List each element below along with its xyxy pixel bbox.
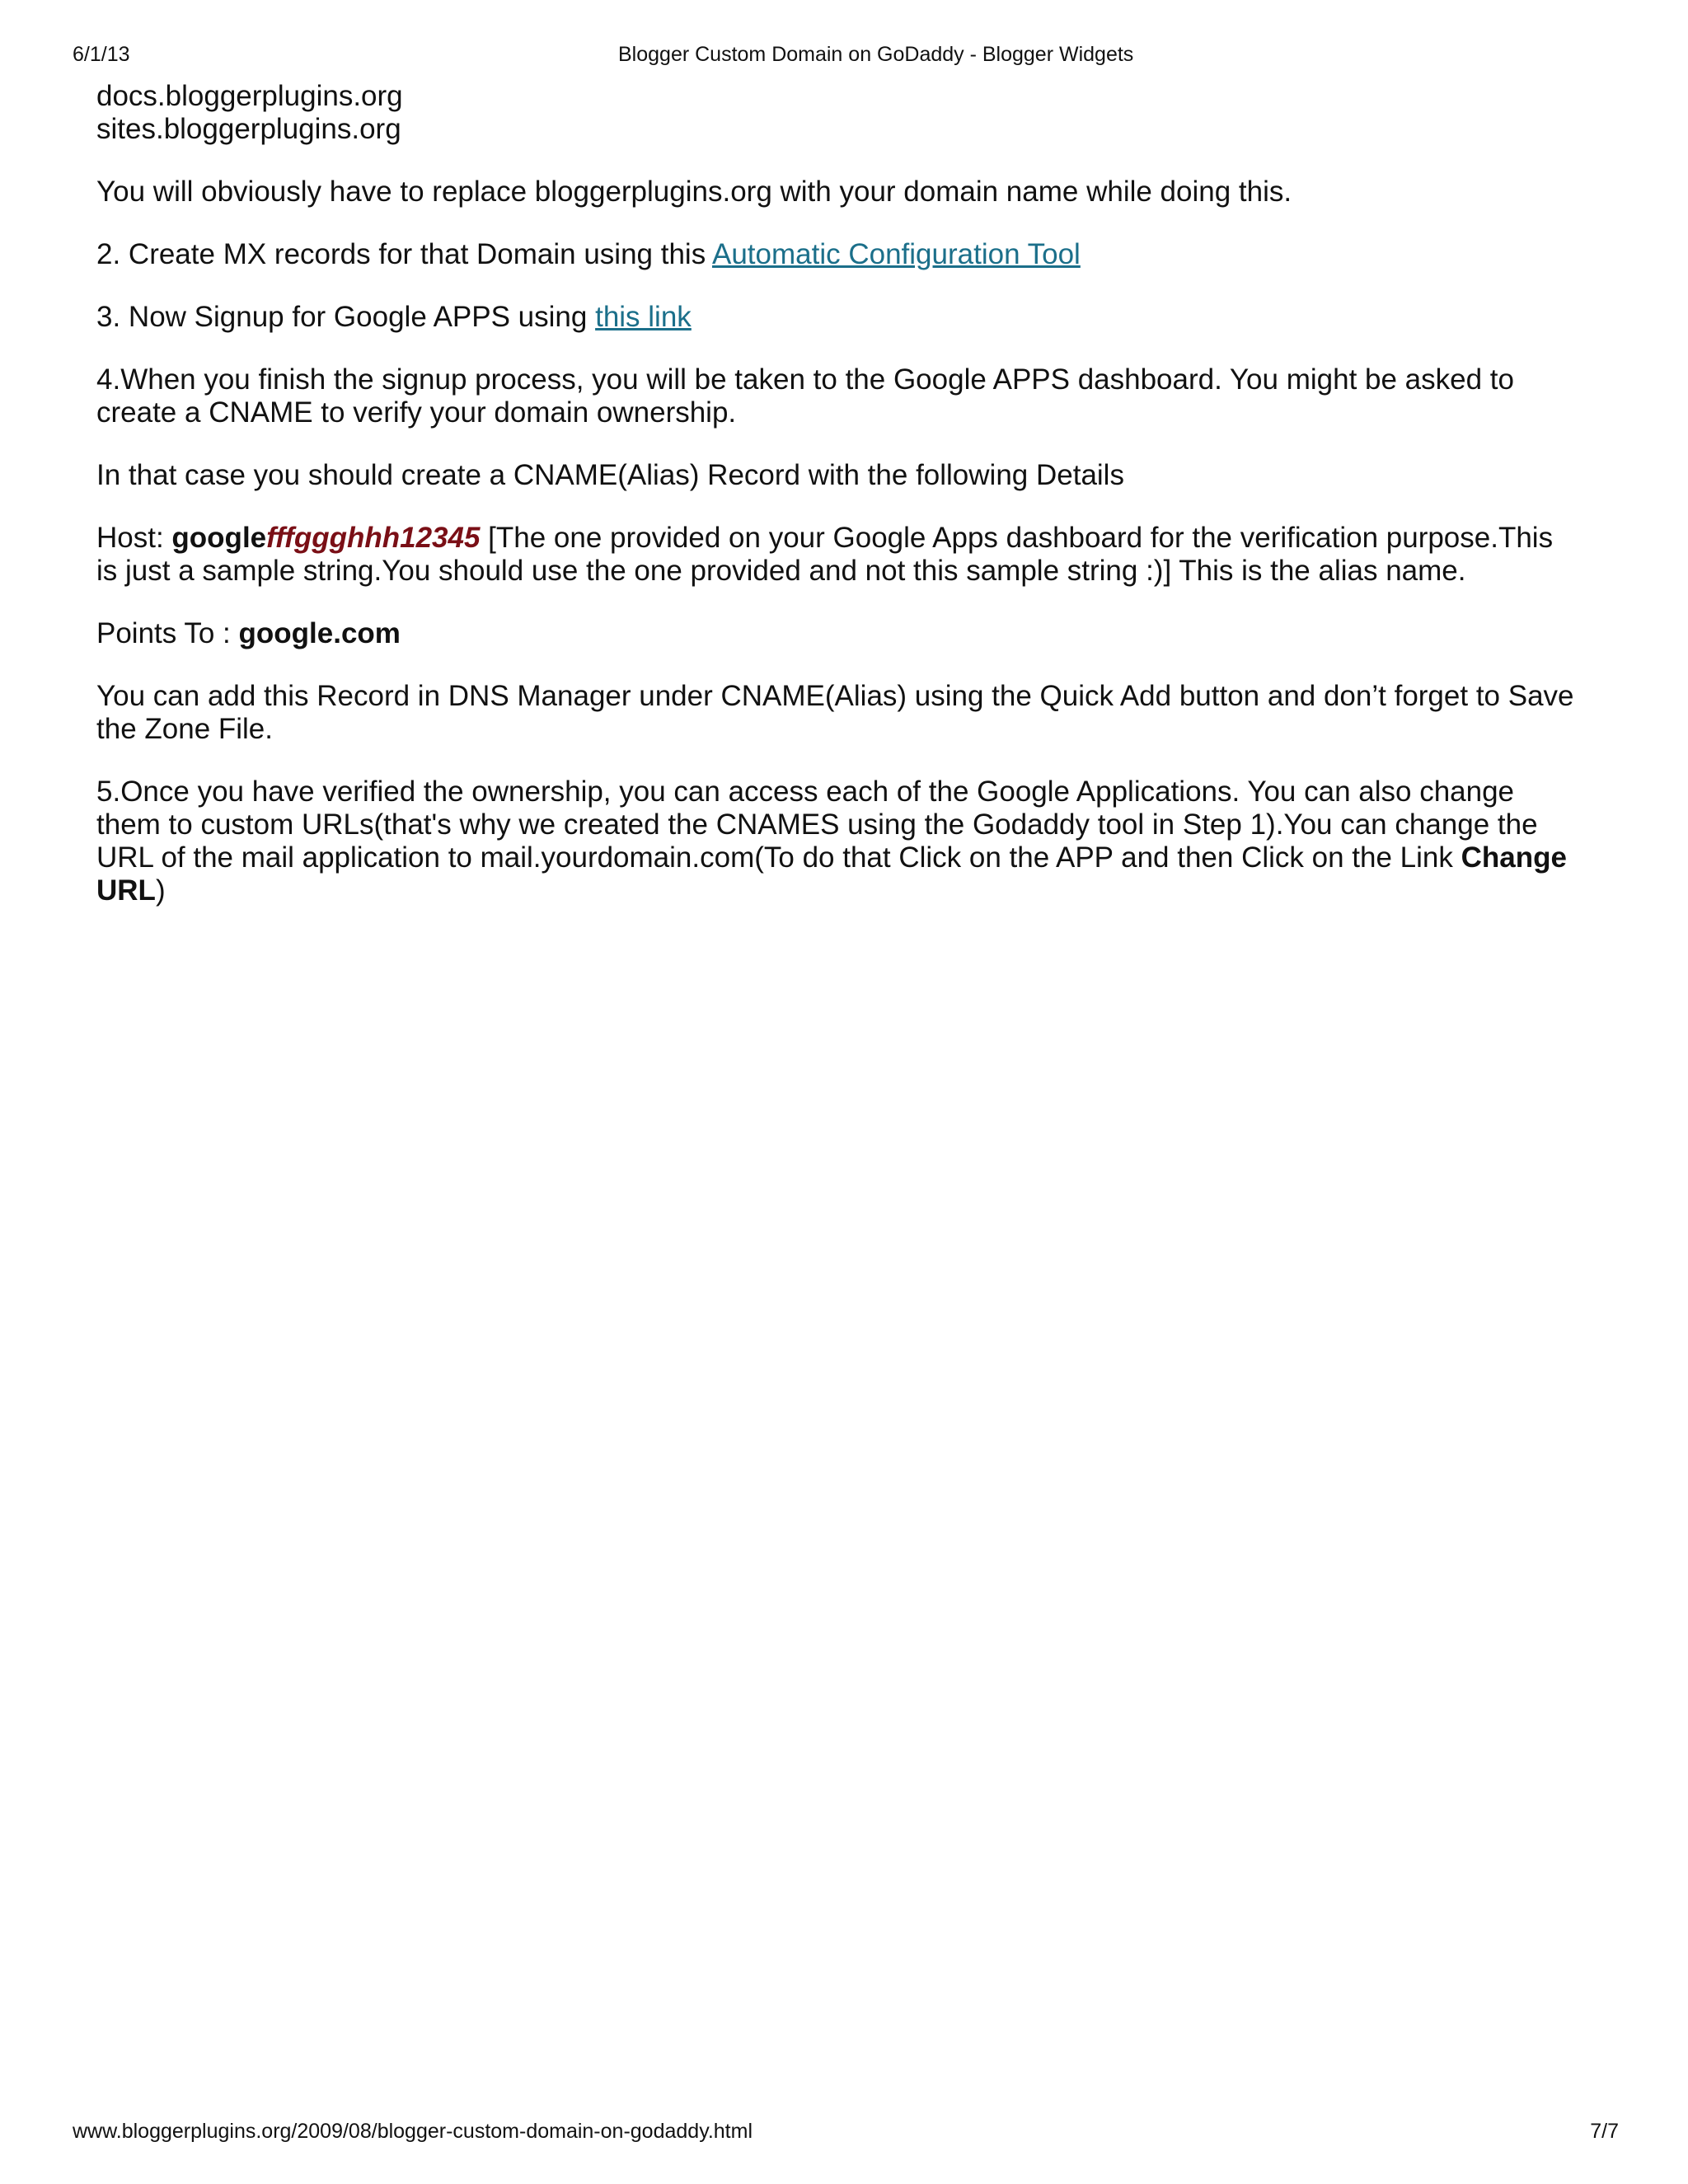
add-record-note: You can add this Record in DNS Manager under CNAME(Alias) using the Quick Add button and don’t forget to Save the Zone File. (96, 680, 1574, 745)
step-5-end: ) (155, 874, 166, 907)
host-label: Host: (96, 522, 172, 554)
points-to-value: google.com (238, 617, 401, 649)
change-url-label: Change URL (96, 841, 1567, 907)
host-sample-string: fffggghhh12345 (266, 522, 481, 554)
subdomain-sites: sites.bloggerplugins.org (96, 113, 401, 145)
step-3 (96, 301, 1580, 334)
replace-note: You will obviously have to replace bloggerplugins.org with your domain name while doing this. (96, 176, 1292, 208)
print-date: 6/1/13 (73, 43, 130, 66)
step-2 (96, 238, 1580, 271)
subdomain-docs: docs.bloggerplugins.org (96, 80, 403, 112)
page-number: 7/7 (1590, 2120, 1619, 2143)
host-details (96, 522, 1580, 588)
article-body (96, 80, 1580, 937)
host-note: [The one provided on your Google Apps dashboard for the verification purpose.This is just a sample string.You should use the one provided and not this sample string :)] This is the alias name. (96, 522, 1554, 587)
print-page-title: Blogger Custom Domain on GoDaddy - Blogger Widgets (618, 43, 1134, 66)
signup-link[interactable]: this link (595, 301, 692, 333)
step-3-text: 3. Now Signup for Google APPS using (96, 301, 596, 333)
step-5-text: 5.Once you have verified the ownership, you can access each of the Google Applications. You can also change them to custom URLs(that's why we created the CNAMES using the Godaddy tool in Step 1).You can change the URL of the mail application to mail.yourdomain.com(To do that Click on the APP and then Click on the Link (96, 776, 1538, 874)
points-to (96, 617, 1580, 650)
cname-intro: In that case you should create a CNAME(Alias) Record with the following Details (96, 459, 1124, 491)
subdomain-list (96, 80, 1580, 146)
step-4: 4.When you finish the signup process, you will be taken to the Google APPS dashboard. You might be asked to create a CNAME to verify your domain ownership. (96, 363, 1514, 429)
host-prefix: google (171, 522, 267, 554)
print-page-url: www.bloggerplugins.org/2009/08/blogger-custom-domain-on-godaddy.html (73, 2120, 753, 2143)
step-2-text: 2. Create MX records for that Domain using this (96, 238, 712, 270)
automatic-configuration-tool-link[interactable]: Automatic Configuration Tool (712, 238, 1081, 270)
step-5 (96, 776, 1580, 907)
points-to-label: Points To : (96, 617, 239, 649)
